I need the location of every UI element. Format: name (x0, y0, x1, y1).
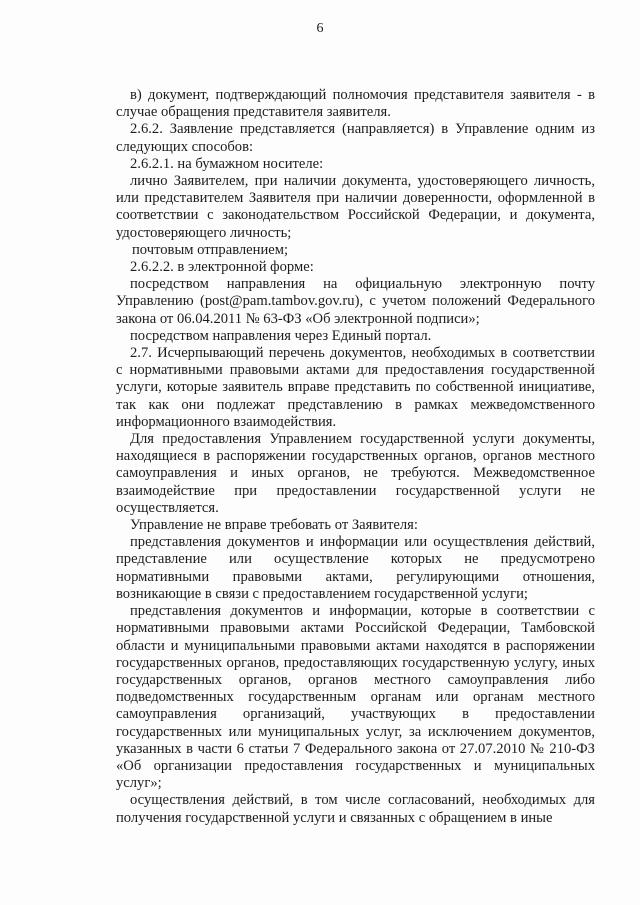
paragraph-requirement-3: осуществления действий, в том числе согласований, необходимых для получения государственной услуги и связанных с обращением в иные (116, 792, 595, 826)
page-number: 6 (316, 21, 324, 36)
paragraph-requirement-1: представления документов и информации или осуществления действий, представление или осуществление которых не предусмотрено нормативными правовыми актами, регулирующими отношения, возникающие в связи с предоставлением государственной услуги; (116, 534, 595, 602)
paragraph-by-mail: почтовым отправлением; (132, 241, 289, 258)
paragraph-may-not-require: Управление не вправе требовать от Заявителя: (130, 517, 418, 534)
paragraph-unified-portal: посредством направления через Единый портал. (130, 327, 432, 344)
paragraph-2-6-2: 2.6.2. Заявление представляется (направляется) в Управление одним из следующих способов: (116, 121, 595, 155)
paragraph-2-7: 2.7. Исчерпывающий перечень документов, необходимых в соответствии с нормативными правовыми актами для предоставления государственной услуги, которые заявитель вправе представить по собственной инициативе, так как они подлежат представлению в рамках межведомственного информационного взаимодействия. (116, 345, 595, 430)
paragraph-2-6-2-1: 2.6.2.1. на бумажном носителе: (130, 155, 324, 172)
document-body (116, 87, 595, 827)
paragraph-email: посредством направления на официальную электронную почту Управлению (post@pam.tambov.gov.ru), с учетом положений Федерального закона от 06.04.2011 № 63-ФЗ «Об электронной подписи»; (116, 276, 595, 327)
paragraph-2-6-2-2: 2.6.2.2. в электронной форме: (130, 259, 314, 276)
paragraph-interagency: Для предоставления Управлением государственной услуги документы, находящиеся в распоряжении государственных органов, органов местного самоуправления и иных органов, не требуются. Межведомственное взаимодействие при предоставлении государственной услуги не осуществляется. (116, 431, 595, 516)
paragraph-in-person: лично Заявителем, при наличии документа, удостоверяющего личность, или представителем Заявителя при наличии доверенности, оформленной в соответствии с законодательством Российской Федерации, и документа, удостоверяющего личность; (116, 173, 595, 241)
paragraph-item-v: в) документ, подтверждающий полномочия представителя заявителя - в случае обращения представителя заявителя. (116, 87, 595, 121)
paragraph-requirement-2: представления документов и информации, которые в соответствии с нормативными правовыми актами Российской Федерации, Тамбовской области и муниципальными правовыми актами находятся в распоряжении государственных органов, предоставляющих государственную услугу, иных государственных органов, органов местного самоуправления либо подведомственных государственным органам или органам местного самоуправления организаций, участвующих в предоставлении государственных или муниципальных услуг, за исключением документов, указанных в части 6 статьи 7 Федерального закона от 27.07.2010 № 210-ФЗ «Об организации предоставления государственных и муниципальных услуг»; (116, 603, 595, 792)
